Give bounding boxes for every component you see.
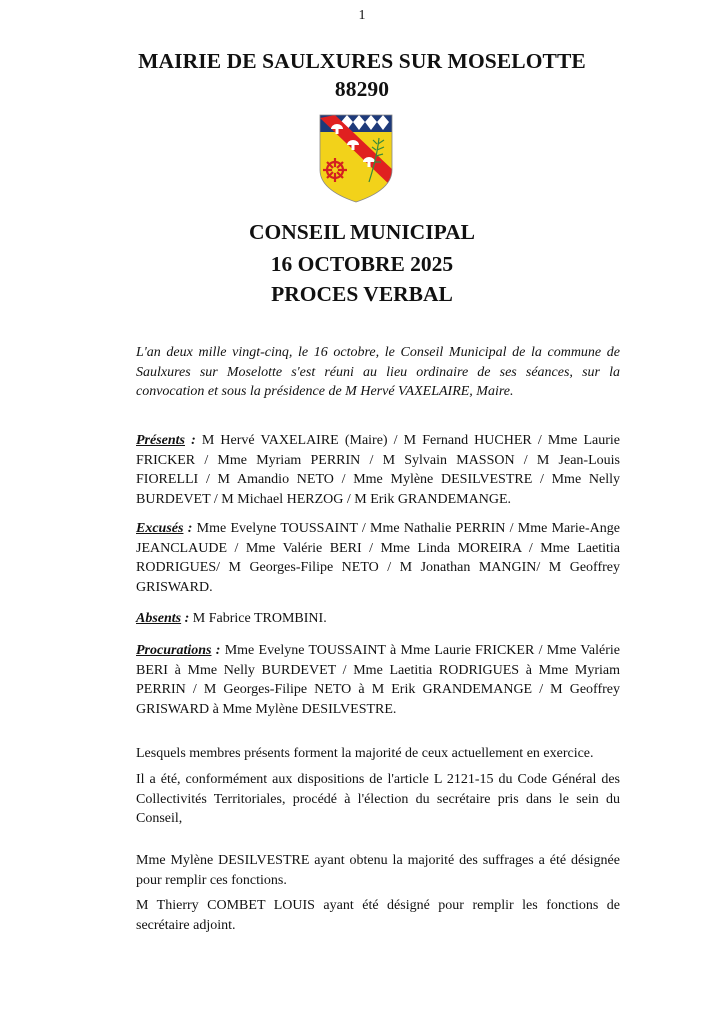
adjoint-paragraph: M Thierry COMBET LOUIS ayant été désigné pour remplir les fonctions de secrétaire adjoint.	[136, 898, 620, 933]
intro-paragraph: L'an deux mille vingt-cinq, le 16 octobre, le Conseil Municipal de la commune de Saulxures sur Moselotte s'est réuni au lieu ordinaire de ses séances, sur la convocation et sous la présidence de M Hervé VAXELAIRE, Maire.	[136, 345, 620, 399]
excuses-list: Mme Evelyne TOUSSAINT / Mme Nathalie PERRIN / Mme Marie-Ange JEANCLAUDE / Mme Valérie BERI / Mme Linda MOREIRA / Mme Laetitia RODRIGUES/ M Georges-Filipe NETO / M Jonathan MANGIN/ M Geoffrey GRISWARD.	[136, 521, 620, 595]
mairie-title: MAIRIE DE SAULXURES SUR MOSELOTTE	[138, 49, 586, 73]
heading-conseil: CONSEIL MUNICIPAL	[249, 220, 475, 244]
excuses-label: Excusés	[136, 521, 184, 536]
procurations-colon: :	[211, 643, 221, 658]
heading-pv: PROCES VERBAL	[271, 282, 453, 306]
absents-label: Absents	[136, 611, 182, 626]
absents-list: M Fabrice TROMBINI.	[189, 611, 327, 626]
procurations-paragraph	[136, 641, 620, 719]
presents-colon: :	[185, 433, 196, 448]
presents-list: M Hervé VAXELAIRE (Maire) / M Fernand HUCHER / Mme Laurie FRICKER / Mme Myriam PERRIN / M Sylvain MASSON / M Jean-Louis FIORELLI / M Amandio NETO / Mme Mylène DESILVESTRE / Mme Nelly BURDEVET / M Michael HERZOG / M Erik GRANDEMANGE.	[136, 433, 620, 507]
presents-label: Présents	[136, 433, 185, 448]
page-number: 1	[358, 8, 366, 23]
presents-paragraph	[136, 431, 620, 509]
procurations-label: Procurations	[136, 643, 212, 658]
excuses-colon: :	[183, 521, 193, 536]
heading-date: 16 OCTOBRE 2025	[270, 252, 454, 276]
procurations-list: Mme Evelyne TOUSSAINT à Mme Laurie FRICKER / Mme Valérie BERI à Mme Nelly BURDEVET / Mme Laetitia RODRIGUES à Mme Myriam PERRIN / M Georges-Filipe NETO à M Erik GRANDEMANGE / M Geoffrey GRISWARD à Mme Mylène DESILVESTRE.	[136, 643, 620, 717]
lesquels-paragraph: Lesquels membres présents forment la majorité de ceux actuellement en exercice.	[136, 746, 594, 761]
postal-code: 88290	[334, 77, 390, 101]
coat-of-arms-icon	[317, 112, 395, 204]
excuses-paragraph	[136, 519, 620, 597]
article-paragraph: Il a été, conformément aux dispositions de l'article L 2121-15 du Code Général des Collectivités Territoriales, procédé à l'élection du secrétaire pris dans le sein du Conseil,	[136, 772, 620, 826]
absents-colon: :	[181, 611, 190, 626]
absents-paragraph	[136, 609, 620, 629]
secretaire-paragraph: Mme Mylène DESILVESTRE ayant obtenu la majorité des suffrages a été désignée pour remplir ces fonctions.	[136, 853, 620, 888]
